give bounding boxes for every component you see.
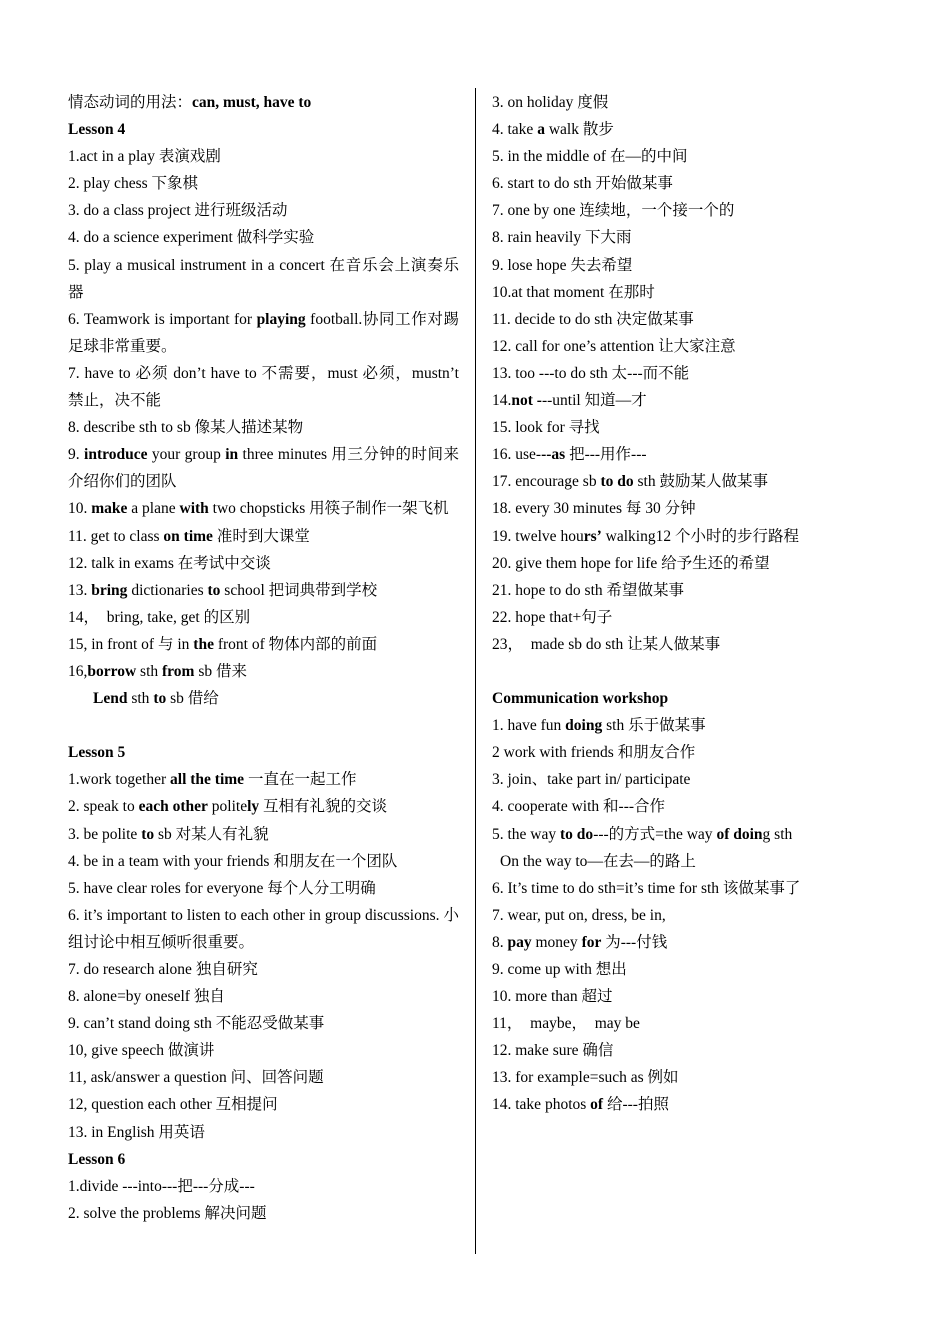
text-run: ---的方式=the way [593,825,717,843]
text-run: 6. It’s time to do sth=it’s time for sth 该做某事了 [492,879,801,897]
text-run: 13. too ---to do sth 太---而不能 [492,364,690,382]
text-line [492,902,892,929]
text-run: 1.divide ---into---把---分成--- [68,1177,255,1195]
text-run: 9. come up with 想出 [492,961,627,978]
bold-run: on time [163,527,213,545]
text-line [492,197,892,224]
text-run: 16. use- [492,446,542,464]
text-line [492,550,892,577]
text-line [68,1119,459,1146]
text-run: 11, ask/answer a question 问、回答问题 [68,1069,324,1087]
text-run: 2. speak to [68,798,139,816]
text-line [68,197,459,224]
text-run: 1.work together [68,771,171,789]
text-line [492,793,892,820]
text-line [492,333,892,360]
text-run: 9. can’t stand doing sth 不能忍受做某事 [68,1015,325,1033]
bold-run: pay [507,933,532,951]
text-line [68,658,459,685]
bold-run: for [581,933,602,951]
text-run: dictionaries [127,581,208,599]
text-run: 17. encourage sb [492,473,601,491]
bold-run: a [537,121,545,139]
text-run: your group [147,446,226,464]
bold-run: bring [91,581,128,599]
text-run: 10.at that moment 在那时 [492,283,655,301]
text-run: --until 知道—才 [541,392,647,410]
bold-run: Communication workshop [492,690,669,708]
text-line [492,739,892,766]
bold-run: borrow [87,662,137,680]
text-line [68,550,459,577]
blank-line [492,658,892,685]
text-line [68,902,459,956]
bold-run: Lesson 4 [68,121,126,139]
text-run: 8. alone=by oneself 独自 [68,988,225,1006]
text-line [492,170,892,197]
text-line [68,956,459,983]
text-line [492,712,892,739]
text-run: 7. do research alone 独自研究 [68,961,258,978]
text-run: 3. be polite [68,825,142,843]
text-run: 6. Teamwork is important for [68,310,257,328]
bold-run: Lend [93,690,128,708]
text-line [492,252,892,279]
text-run: 11. get to class [68,527,164,545]
text-line [492,387,892,414]
text-line [68,306,459,360]
text-run: 2. play chess 下象棋 [68,175,199,193]
text-line [68,89,459,116]
text-run: three minutes 用三分钟的时间来介绍你们的团队 [68,446,459,491]
text-run: 7. wear, put on, dress, be in, [492,906,666,924]
text-run: 7. one by one 连续地，一个接一个的 [492,202,735,220]
text-run: 19. twelve hou [492,527,584,545]
text-run: sb 借给 [166,690,219,708]
bold-run: from [162,662,195,680]
text-line [492,116,892,143]
text-line [492,89,892,116]
text-run: 13. in English 用英语 [68,1123,205,1141]
bold-run: not - [511,392,542,410]
text-line [492,848,892,875]
bold-run: with [179,500,209,518]
text-line [492,306,892,333]
text-line [68,766,459,793]
text-run: 一直在一起工作 [244,771,357,789]
text-run: 23， made sb do sth 让某人做某事 [492,635,721,653]
text-line [68,170,459,197]
text-run: 7. have to 必须 don’t have to 不需要，must 必须，mustn’t 禁止，决不能 [68,364,459,410]
text-run: 14， bring, take, get 的区别 [68,608,251,626]
text-run: 20. give them hope for life 给予生还的希望 [492,554,770,572]
text-run: g sth [762,825,793,843]
bold-run: to do [600,473,634,491]
bold-run: introduce [84,446,148,464]
text-line [492,143,892,170]
text-run: 2 work with friends 和朋友合作 [492,744,696,762]
bold-run: of [590,1096,604,1114]
text-line [68,1146,459,1173]
text-run: 22. hope that+句子 [492,608,613,626]
text-line [492,685,892,712]
text-line [68,577,459,604]
text-line [492,1091,892,1118]
bold-run: make [91,500,128,518]
text-line [68,523,459,550]
text-run: 13. [68,581,92,599]
bold-run: to [207,581,221,599]
bold-run: Lesson 6 [68,1150,126,1168]
text-run: 4. be in a team with your friends 和朋友在一个团队 [68,852,398,870]
text-run: 8. [492,933,508,951]
text-run: 12, question each other 互相提问 [68,1096,278,1114]
text-run: 8. describe sth to sb 像某人描述某物 [68,419,304,437]
text-run: walking12 个小时的步行路程 [601,527,799,545]
text-run: money [531,933,582,951]
text-run: 4. cooperate with 和---合作 [492,798,666,816]
blank-line [68,712,459,739]
text-line [492,875,892,902]
text-run: sth [127,690,154,708]
text-run: two chopsticks 用筷子制作一架飞机 [208,500,449,518]
text-run: 13. for example=such as 例如 [492,1069,679,1087]
text-line [492,1037,892,1064]
text-run: 4. take [492,121,538,139]
bold-run: --as [541,446,566,464]
text-run: sb 借来 [194,662,247,680]
text-line [68,848,459,875]
text-run: 9. lose hope 失去希望 [492,256,633,274]
text-run: school 把词典带到学校 [220,581,378,599]
bold-run: to [141,825,155,843]
text-run: 为---付钱 [601,933,668,951]
text-run: 10. [68,500,92,518]
text-run: 互相有礼貌的交谈 [259,798,388,816]
text-run: 给---拍照 [603,1096,669,1114]
text-line [68,1010,459,1037]
text-run: 16, [68,662,88,680]
bold-run: ly [247,798,260,816]
text-line [68,143,459,170]
bold-run: doing [565,717,603,735]
text-run: 14. take photos [492,1096,591,1114]
text-line [68,631,459,658]
text-run: 15. look for 寻找 [492,419,600,437]
text-run: 3. do a class project 进行班级活动 [68,202,288,220]
text-run: football.协同工作对踢足球非常重要。 [68,310,459,355]
text-line [68,441,459,495]
bold-run: each other [138,798,208,816]
text-run: 10. more than 超过 [492,988,613,1006]
text-line [492,414,892,441]
text-line [68,604,459,631]
text-run: sth [136,662,163,680]
text-run: 11， maybe， may be [492,1015,640,1033]
text-run: 情态动词的用法： [68,94,193,111]
text-run: 18. every 30 minutes 每 30 分钟 [492,500,696,518]
text-line [68,875,459,902]
text-run: a plane [127,500,180,518]
text-line [492,929,892,956]
text-line [68,252,459,306]
bold-run: to [153,690,167,708]
text-line [492,360,892,387]
text-run: walk 散步 [544,121,614,139]
bold-run: all the time [170,771,245,789]
text-run: 21. hope to do sth 希望做某事 [492,581,685,599]
bold-run: playing [256,310,306,328]
text-line [68,224,459,251]
text-run: 5. have clear roles for everyone 每个人分工明确 [68,879,376,897]
text-line [492,956,892,983]
text-run: 3. join、take part in/ participate [492,771,691,789]
text-line [492,1010,892,1037]
bold-run: to do [560,825,594,843]
text-line [68,1200,459,1227]
text-line [492,631,892,658]
text-run: 9. [68,446,85,464]
left-column [68,89,459,1227]
text-line [68,1091,459,1118]
text-run: 14. [492,392,512,410]
text-line [68,685,459,712]
text-line [68,360,459,414]
text-run: 6. it’s important to listen to each other in group discussions. 小组讨论中相互倾听很重要。 [68,906,459,951]
text-run: 把---用作--- [565,446,647,464]
text-run: 12. make sure 确信 [492,1042,614,1060]
text-run: 1.act in a play 表演戏剧 [68,148,221,166]
bold-run: Lesson 5 [68,744,126,762]
text-line [492,1064,892,1091]
text-line [68,116,459,143]
text-run: 10, give speech 做演讲 [68,1042,215,1060]
text-run: 6. start to do sth 开始做某事 [492,175,673,193]
bold-run: of doin [716,825,763,843]
bold-run: the [193,635,214,653]
text-run: 15, in front of 与 in [68,635,194,653]
text-run: sth 乐于做某事 [602,717,706,735]
text-run: 1. have fun [492,717,566,735]
text-run: 3. on holiday 度假 [492,94,609,111]
text-run: polite [207,798,248,816]
text-run: sth 鼓励某人做某事 [633,473,768,491]
text-line [492,279,892,306]
text-run: 8. rain heavily 下大雨 [492,229,632,247]
bold-run: can, must, have to [192,94,312,111]
text-run: 2. solve the problems 解决问题 [68,1204,267,1222]
text-run: 11. decide to do sth 决定做某事 [492,310,694,328]
text-line [68,983,459,1010]
text-line [492,983,892,1010]
text-run: 5. play a musical instrument in a concert 在音乐会上演奏乐器 [68,256,459,301]
text-run: 5. in the middle of 在—的中间 [492,148,688,166]
text-line [492,577,892,604]
column-divider [475,88,476,1254]
text-run: On the way to—在去—的路上 [500,852,696,870]
text-line [492,604,892,631]
text-line [492,766,892,793]
text-line [68,495,459,522]
text-line [492,495,892,522]
text-line [68,1173,459,1200]
text-line [68,793,459,820]
text-line [68,821,459,848]
text-line [68,414,459,441]
text-line [492,523,892,550]
text-run: front of 物体内部的前面 [213,635,378,653]
text-run: 4. do a science experiment 做科学实验 [68,229,315,247]
bold-run: rs’ [583,527,602,545]
text-line [492,441,892,468]
text-run: sb 对某人有礼貌 [154,825,269,843]
text-run: 12. call for one’s attention 让大家注意 [492,337,736,355]
text-line [492,821,892,848]
text-run: 5. the way [492,825,561,843]
right-column [492,89,892,1119]
text-line [68,1064,459,1091]
text-line [492,224,892,251]
text-run: 12. talk in exams 在考试中交谈 [68,554,271,572]
text-line [68,739,459,766]
text-line [68,1037,459,1064]
bold-run: in [225,446,239,464]
text-line [492,468,892,495]
text-run: 准时到大课堂 [212,527,310,545]
